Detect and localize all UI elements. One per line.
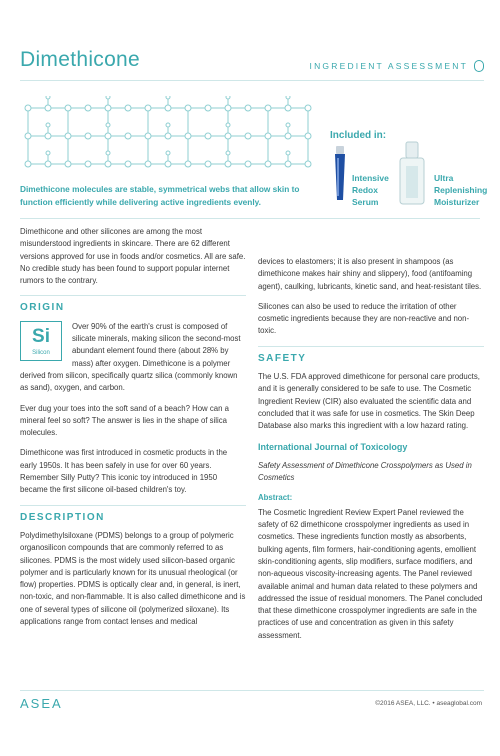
- origin-heading: ORIGIN: [20, 295, 246, 314]
- abstract-label: Abstract:: [258, 493, 293, 503]
- copyright-text: ©2016 ASEA, LLC. • aseaglobal.com: [375, 700, 482, 707]
- intro-text: Dimethicone molecules are stable, symmetrical webs that allow skin to function efficiently while delivering active ingredients evenly.: [20, 184, 300, 207]
- description-paragraph: Polydimethylsiloxane (PDMS) belongs to a group of polymeric organosilicon compounds that are commonly referred to as silicones. PDMS is the most widely used silicon-based organic polymer and is particularly known for its unusual rheological (or flow) properties. PDMS is optically clear and, in general, is inert, non-toxic, and non-flammable. It is also called dimethicone and is one of several types of silicone oil (polymerized siloxane). Its applications range from contact lenses and medical: [20, 530, 246, 627]
- drop-icon: [474, 60, 484, 72]
- product-ultra-replenishing-moisturizer: [434, 172, 487, 208]
- origin-paragraph-3: Dimethicone was first introduced in cosmetic products in the early 1950s. It has been safely in use for over 60 years. Remember Silly Putty? This iconic toy introduced in 1950 became the first silicone oil-based children's toy.: [20, 448, 228, 495]
- left-column: [20, 226, 246, 636]
- molecule-illustration: [20, 96, 320, 176]
- assessment-label-text: INGREDIENT ASSESSMENT: [309, 61, 468, 71]
- safety-paragraph: The U.S. FDA approved dimethicone for personal care products, and it is generally considered to be safe to use. The Cosmetic Ingredient Review (CIR) also evaluated the scientific data and concluded that it was safe for use in cosmetics. The Skin Deep Database also marks this ingredient with a low hazard rating.: [258, 372, 480, 431]
- page-title: Dimethicone: [20, 48, 141, 71]
- journal-heading: International Journal of Toxicology: [258, 441, 408, 452]
- product-name-line: Serum: [352, 197, 379, 207]
- abstract-paragraph: The Cosmetic Ingredient Review Expert Panel reviewed the safety of 62 dimethicone crosspolymer ingredients as used in cosmetics. These ingredients function mostly as absorbents, bulking agents, film formers, hair-conditioning agents, emollient skin-conditioning agents, slip modifiers, surface modifiers, and non-aqueous viscosity-increasing agents. The Panel reviewed available animal and human data related to these polymers and addressed the issue of residual monomers. The Panel concluded that these dimethicone crosspolymer ingredients are safe in the practices of use and concentration as given in this safety assessment.: [258, 507, 483, 640]
- header-divider: [20, 80, 484, 81]
- product-name-line: Replenishing: [434, 185, 488, 195]
- product-name-line: Moisturizer: [434, 197, 480, 207]
- included-in-title: Included in:: [330, 130, 387, 141]
- origin-paragraph-1: Over 90% of the earth's crust is composed of silicate minerals, making silicon the second-most abundant element found there (about 28% by mass) after oxygen. Dimethicone is a polymer derived from silicon, specifically quartz silica (commonly known as sand), oxygen, and carbon.: [20, 321, 241, 393]
- irritation-paragraph: Silicones can also be used to reduce the irritation of other cosmetic ingredients because they are non-reactive and non-toxic.: [258, 301, 470, 336]
- element-symbol: Si: [32, 325, 50, 347]
- description-heading: DESCRIPTION: [20, 505, 246, 524]
- intro-paragraph: Dimethicone and other silicones are among the most misunderstood ingredients in skincare. There are 62 different versions approved for use in foods and/or cosmetics. All are safe. No credible study has been found to support popular internet rumors to the contrary.: [20, 227, 246, 286]
- right-column: [258, 256, 484, 650]
- journal-article-title: Safety Assessment of Dimethicone Crosspolymers as Used in Cosmetics: [258, 460, 472, 483]
- product-name-line: Ultra: [434, 173, 454, 183]
- assessment-label: [310, 60, 484, 72]
- origin-paragraph-2: Ever dug your toes into the soft sand of a beach? How can a mineral feel so soft? The answer is lies in the shape of silica molecules.: [20, 403, 229, 438]
- footer-divider: [20, 690, 484, 691]
- product-intensive-redox-serum: [352, 172, 389, 208]
- applications-paragraph: devices to elastomers; it is also present in shampoos (as dimethicone makes hair shiny and slippery), food (antifoaming agent), caulking, lubricants, kinetic sand, and heat-resistant tiles.: [258, 257, 482, 291]
- intro-divider: [20, 218, 480, 219]
- silicon-element-tile: [20, 321, 62, 361]
- safety-heading: SAFETY: [258, 346, 484, 365]
- moisturizer-bottle-icon: [396, 140, 428, 206]
- element-name: Silicon: [32, 349, 50, 356]
- product-name-line: Redox: [352, 185, 378, 195]
- serum-tube-icon: [330, 144, 350, 202]
- asea-logo: ASEA: [20, 696, 63, 711]
- product-name-line: Intensive: [352, 173, 389, 183]
